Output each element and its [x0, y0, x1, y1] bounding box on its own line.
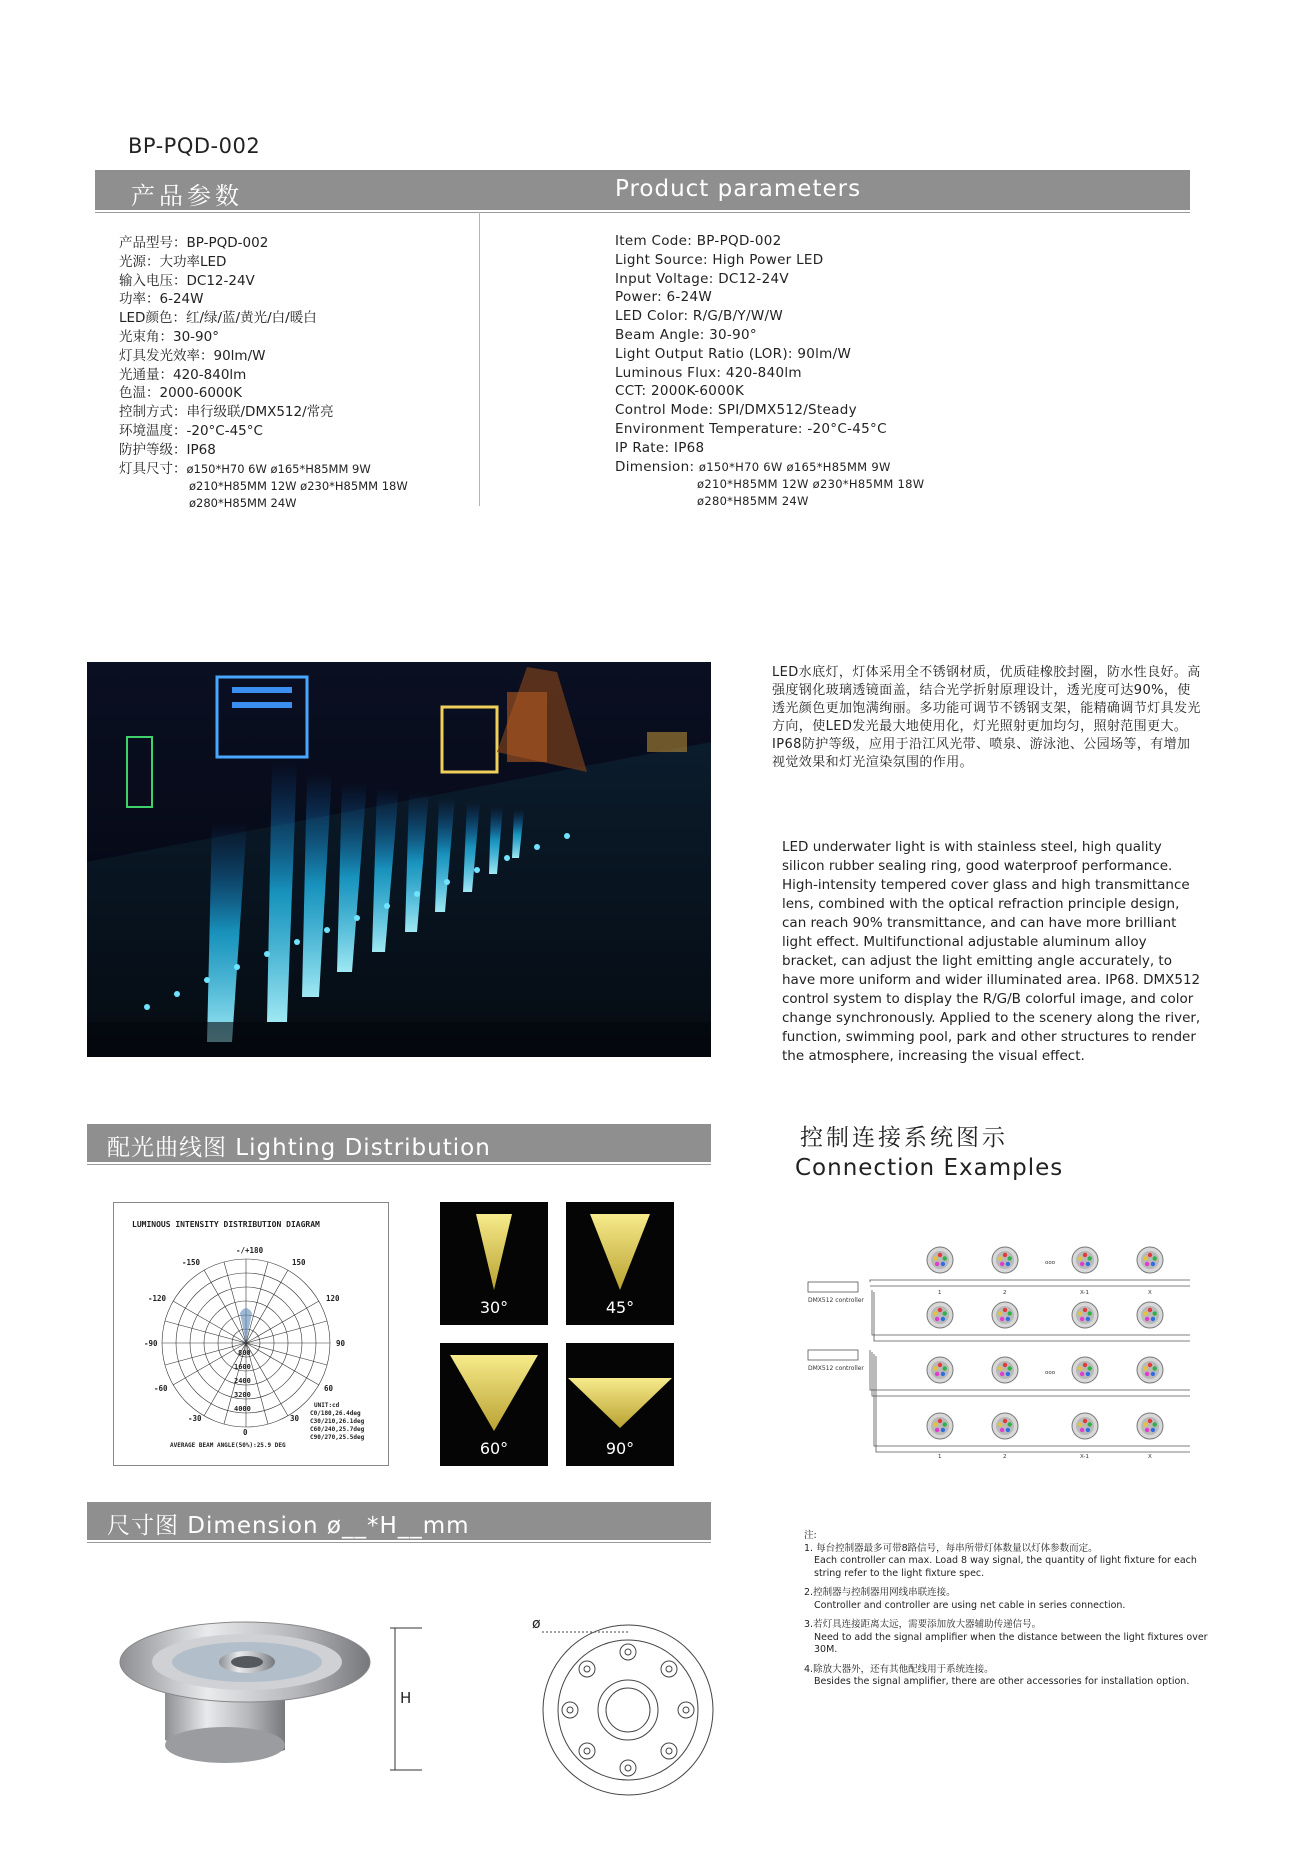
dimension-bar [87, 1502, 711, 1540]
height-label: H [400, 1689, 412, 1707]
angle-label: 90 [336, 1339, 346, 1348]
fountain-illustration [87, 662, 711, 1057]
lamp-index-label: X [1148, 1290, 1152, 1296]
beam-angle-label: 90° [605, 1439, 635, 1458]
spec-dimension-line: ø280*H85MM 24W [189, 496, 297, 511]
beam-angle-90 [566, 1343, 674, 1466]
note-cn: 4.除放大器外，还有其他配线用于系统连接。 [804, 1663, 994, 1675]
dimension-title: 尺寸图 Dimension ø__*H__mm [107, 1513, 470, 1539]
spec-dimension-line: ø280*H85MM 24W [697, 494, 809, 509]
spec-dimension-label: 灯具尺寸： [119, 460, 187, 477]
parameters-title-en: Product parameters [615, 176, 862, 202]
description-en: LED underwater light is with stainless steel, high quality silicon rubber sealing ring, good waterproof performance. High-intensity tempered cover glass and high transmittance lens, combined with the optical refraction principle design, can reach 90% transmittance, and can have more brilliant light effect. Multifunctional adjustable aluminum alloy bracket, can adjust the light emitting angle accurately, to have more uniform and wider illuminated area. IP68. DMX512 control system to display the R/G/B colorful image, and color change synchronously. Applied to the scenery along the river, function, swimming pool, park and other structures to render the atmosphere, increasing the visual effect. [782, 839, 1201, 1064]
spec-row: LED颜色：红/绿/蓝/黄光/白/暖白 [119, 310, 317, 327]
top-view-drawing [528, 1616, 718, 1800]
spec-row: Control Mode: SPI/DMX512/Steady [615, 402, 857, 419]
spec-row: 环境温度：-20°C-45°C [119, 422, 263, 439]
note-en: Besides the signal amplifier, there are other accessories for installation option. [814, 1676, 1190, 1687]
controller-label: DMX512 controller [808, 1365, 864, 1372]
angle-label: 120 [326, 1294, 340, 1303]
ring-label: 2400 [234, 1377, 251, 1385]
polar-legend-item: C0/180,26.4deg [310, 1410, 361, 1417]
polar-chart [114, 1203, 390, 1467]
spec-row: 产品型号：BP-PQD-002 [119, 235, 269, 251]
spec-dimension-label: Dimension: [615, 458, 695, 475]
angle-label: 150 [292, 1258, 306, 1267]
angle-label: -90 [144, 1339, 158, 1348]
spec-row: 功率：6-24W [119, 291, 204, 308]
controller-label: DMX512 controller [808, 1297, 864, 1304]
spec-row: Item Code: BP-PQD-002 [615, 233, 782, 249]
diameter-symbol: ø [532, 1616, 541, 1632]
spec-row: 光通量：420-840lm [119, 366, 247, 383]
lighting-distribution-title: 配光曲线图 Lighting Distribution [107, 1135, 491, 1161]
lamp-index-label: 1 [938, 1454, 942, 1460]
angle-label: 60 [324, 1384, 334, 1393]
beam-angle-label: 30° [479, 1298, 509, 1317]
connection-schematic [800, 1240, 1200, 1465]
lamp-index-label: X-1 [1080, 1454, 1089, 1460]
angle-label: -120 [148, 1294, 167, 1303]
connection-diagram [800, 1240, 1200, 1465]
spec-row: Light Output Ratio (LOR): 90lm/W [615, 345, 852, 362]
note-en: Controller and controller are using net cable in series connection. [814, 1599, 1126, 1611]
polar-unit: UNIT:cd [314, 1402, 340, 1409]
beam-angle-45 [566, 1202, 674, 1325]
lamp-index-label: 1 [938, 1290, 942, 1296]
note-en: Need to add the signal amplifier when the distance between the light fixtures over 30M. [814, 1631, 1208, 1655]
spec-dimension-line: ø210*H85MM 12W ø230*H85MM 18W [189, 479, 408, 494]
spec-row: 光束角：30-90° [119, 328, 219, 345]
model-code: BP-PQD-002 [128, 134, 261, 158]
angle-label: 30 [290, 1414, 300, 1423]
ring-label: 800 [238, 1349, 251, 1357]
note-en: Each controller can max. Load 8 way signal, the quantity of light fixture for each string refer to the light fixture spec. [814, 1555, 1197, 1579]
top-view-schematic [528, 1620, 718, 1800]
spec-dimension-line: ø210*H85MM 12W ø230*H85MM 18W [697, 477, 925, 492]
ring-label: 4000 [234, 1405, 251, 1413]
spec-row: 输入电压：DC12-24V [119, 272, 255, 289]
ring-label: 3200 [234, 1391, 251, 1399]
spec-row: Light Source: High Power LED [615, 251, 824, 268]
notes-heading: 注: [804, 1530, 817, 1541]
lighting-distribution-bar [87, 1124, 711, 1162]
description-cn: LED水底灯，灯体采用全不锈钢材质，优质硅橡胶封圈，防水性良好。高强度钢化玻璃透镜面盖，结合光学折射原理设计，透光度可达90%，使透光颜色更加饱满绚丽。多功能可调节不锈钢支架，能精确调节灯具发光方向，使LED发光最大地使用化，灯光照射更加均匀，照射范围更大。IP68防护等级，应用于沿江风光带、喷泉、游泳池、公园场等，有增加视觉效果和灯光渲染氛围的作用。 [772, 665, 1201, 770]
spec-row: Input Voltage: DC12-24V [615, 270, 789, 287]
beam-angle-30 [440, 1202, 548, 1325]
controller-icon [808, 1282, 858, 1360]
lamp-index-label: 2 [1003, 1290, 1007, 1296]
beam-angle-label: 60° [479, 1439, 509, 1458]
lamp-index-label: X-1 [1080, 1290, 1089, 1296]
note-cn: 1. 每台控制器最多可带8路信号，每串所带灯体数量以灯体参数而定。 [804, 1542, 1098, 1554]
lamp-index-label: X [1148, 1454, 1152, 1460]
polar-legend-item: C30/210,26.1deg [310, 1418, 365, 1425]
height-dimension-marker [350, 1624, 430, 1774]
spec-row: Environment Temperature: -20°C-45°C [615, 420, 887, 437]
polar-legend-item: C90/270,25.5deg [310, 1434, 365, 1441]
spec-row: Beam Angle: 30-90° [615, 326, 757, 343]
spec-list-cn [119, 234, 408, 512]
parameters-divider-line [95, 212, 1190, 213]
spec-row: 色温：2000-6000K [119, 385, 242, 402]
angle-label: -/+180 [236, 1246, 264, 1255]
ring-label: 1600 [234, 1363, 251, 1371]
spec-row: 光源：大功率LED [119, 253, 227, 270]
angle-label: -30 [188, 1414, 202, 1423]
luminous-intensity-diagram [113, 1202, 389, 1466]
spec-row: CCT: 2000K-6000K [615, 383, 745, 400]
spec-row: LED Color: R/G/B/Y/W/W [615, 308, 783, 325]
series-ellipsis: ooo [1045, 1260, 1056, 1266]
connection-title-en: Connection Examples [795, 1155, 1064, 1181]
note-cn: 3.若灯具连接距离太远，需要添加放大器辅助传递信号。 [804, 1619, 1042, 1630]
angle-label: 0 [243, 1428, 248, 1437]
lighting-divider-line [87, 1164, 711, 1165]
spec-dimension-line: ø150*H70 6W ø165*H85MM 9W [698, 459, 891, 474]
spec-row: 控制方式：串行级联/DMX512/常亮 [119, 404, 334, 421]
spec-list-en [615, 232, 924, 510]
note-cn: 2.控制器与控制器用网线串联连接。 [804, 1587, 956, 1598]
angle-label: -60 [154, 1384, 168, 1393]
spec-dimension-row [119, 460, 408, 479]
dimension-divider-line [87, 1542, 711, 1543]
spec-dimension-line: ø150*H70 6W ø165*H85MM 9W [186, 461, 371, 476]
spec-row: 灯具发光效率：90lm/W [119, 347, 266, 364]
spec-row: 防护等级：IP68 [119, 441, 216, 458]
intensity-lobe [240, 1308, 252, 1343]
height-bracket [350, 1624, 430, 1774]
beam-angle-60 [440, 1343, 548, 1466]
angle-label: -150 [182, 1258, 201, 1267]
spec-row: Luminous Flux: 420-840lm [615, 364, 802, 381]
spec-row: Power: 6-24W [615, 289, 713, 306]
parameters-header-bar [95, 170, 1190, 210]
installation-notes [804, 1530, 1224, 1689]
beam-angle-label: 45° [605, 1298, 635, 1317]
series-ellipsis: ooo [1045, 1370, 1056, 1376]
polar-title: LUMINOUS INTENSITY DISTRIBUTION DIAGRAM [132, 1220, 320, 1229]
spec-dimension-row [615, 458, 924, 477]
fountain-night-photo [87, 662, 711, 1057]
spec-row: IP Rate: IP68 [615, 439, 705, 456]
parameters-title-cn: 产品参数 [131, 182, 243, 210]
lamp-index-label: 2 [1003, 1454, 1007, 1460]
connection-title-cn: 控制连接系统图示 [800, 1125, 1008, 1151]
polar-footer: AVERAGE BEAM ANGLE(50%):25.9 DEG [170, 1442, 286, 1449]
polar-legend-item: C60/240,25.7deg [310, 1426, 365, 1433]
column-divider [479, 212, 480, 506]
